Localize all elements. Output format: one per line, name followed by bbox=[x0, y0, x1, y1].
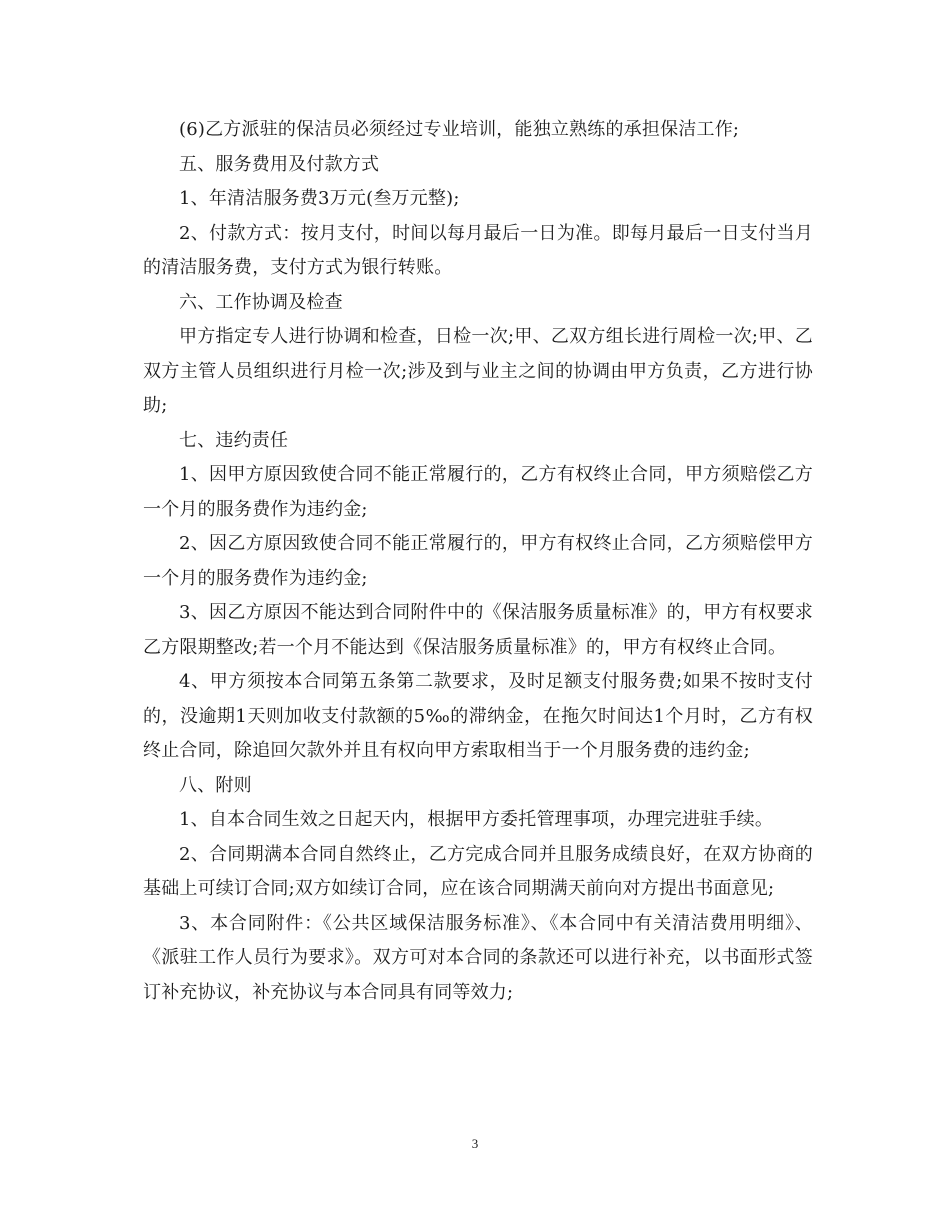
paragraph-renewal: 2、合同期满本合同自然终止，乙方完成合同并且服务成绩良好，在双方协商的基础上可续订合同;双方如续订合同，应在该合同期满天前向对方提出书面意见; bbox=[143, 843, 813, 899]
paragraph-payment-method: 2、付款方式：按月支付，时间以每月最后一日为准。即每月最后一日支付当月的清洁服务费，支付方式为银行转账。 bbox=[143, 222, 813, 278]
section-heading-breach: 七、违约责任 bbox=[179, 429, 289, 451]
paragraph-attachments: 3、本合同附件：《公共区域保洁服务标准》、《本合同中有关清洁费用明细》、《派驻工作人员行为要求》。双方可对本合同的条款还可以进行补充，以书面形式签订补充协议，补充协议与本合同具有同等效力; bbox=[143, 912, 813, 1003]
paragraph-annual-fee: 1、年清洁服务费3万元(叁万元整); bbox=[179, 188, 460, 209]
paragraph-late-payment: 4、甲方须按本合同第五条第二款要求，及时足额支付服务费;如果不按时支付的，没逾期1天则加收支付款额的5‰的滞纳金，在拖欠时间达1个月时，乙方有权终止合同，除追回欠款外并且有权向甲方索取相当于一个月服务费的违约金; bbox=[143, 671, 813, 761]
document-body bbox=[143, 113, 813, 1010]
paragraph-quality-standard: 3、因乙方原因不能达到合同附件中的《保洁服务质量标准》的，甲方有权要求乙方限期整改;若一个月不能达到《保洁服务质量标准》的，甲方有权终止合同。 bbox=[143, 602, 813, 658]
section-heading-inspection: 六、工作协调及检查 bbox=[179, 291, 343, 313]
paragraph-breach-party-a: 1、因甲方原因致使合同不能正常履行的，乙方有权终止合同，甲方须赔偿乙方一个月的服务费作为违约金; bbox=[143, 464, 813, 520]
paragraph-inspection: 甲方指定专人进行协调和检查，日检一次;甲、乙双方组长进行周检一次;甲、乙双方主管人员组织进行月检一次;涉及到与业主之间的协调由甲方负责，乙方进行协助; bbox=[143, 326, 813, 416]
paragraph-breach-party-b: 2、因乙方原因致使合同不能正常履行的，甲方有权终止合同，乙方须赔偿甲方一个月的服务费作为违约金; bbox=[143, 533, 813, 589]
section-heading-fees: 五、服务费用及付款方式 bbox=[179, 153, 380, 175]
page-number: 3 bbox=[471, 1136, 479, 1151]
paragraph-cleaner-training: (6)乙方派驻的保洁员必须经过专业培训，能独立熟练的承担保洁工作; bbox=[179, 119, 740, 140]
paragraph-effective-date: 1、自本合同生效之日起天内，根据甲方委托管理事项，办理完进驻手续。 bbox=[179, 809, 774, 830]
section-heading-appendix: 八、附则 bbox=[179, 774, 252, 796]
